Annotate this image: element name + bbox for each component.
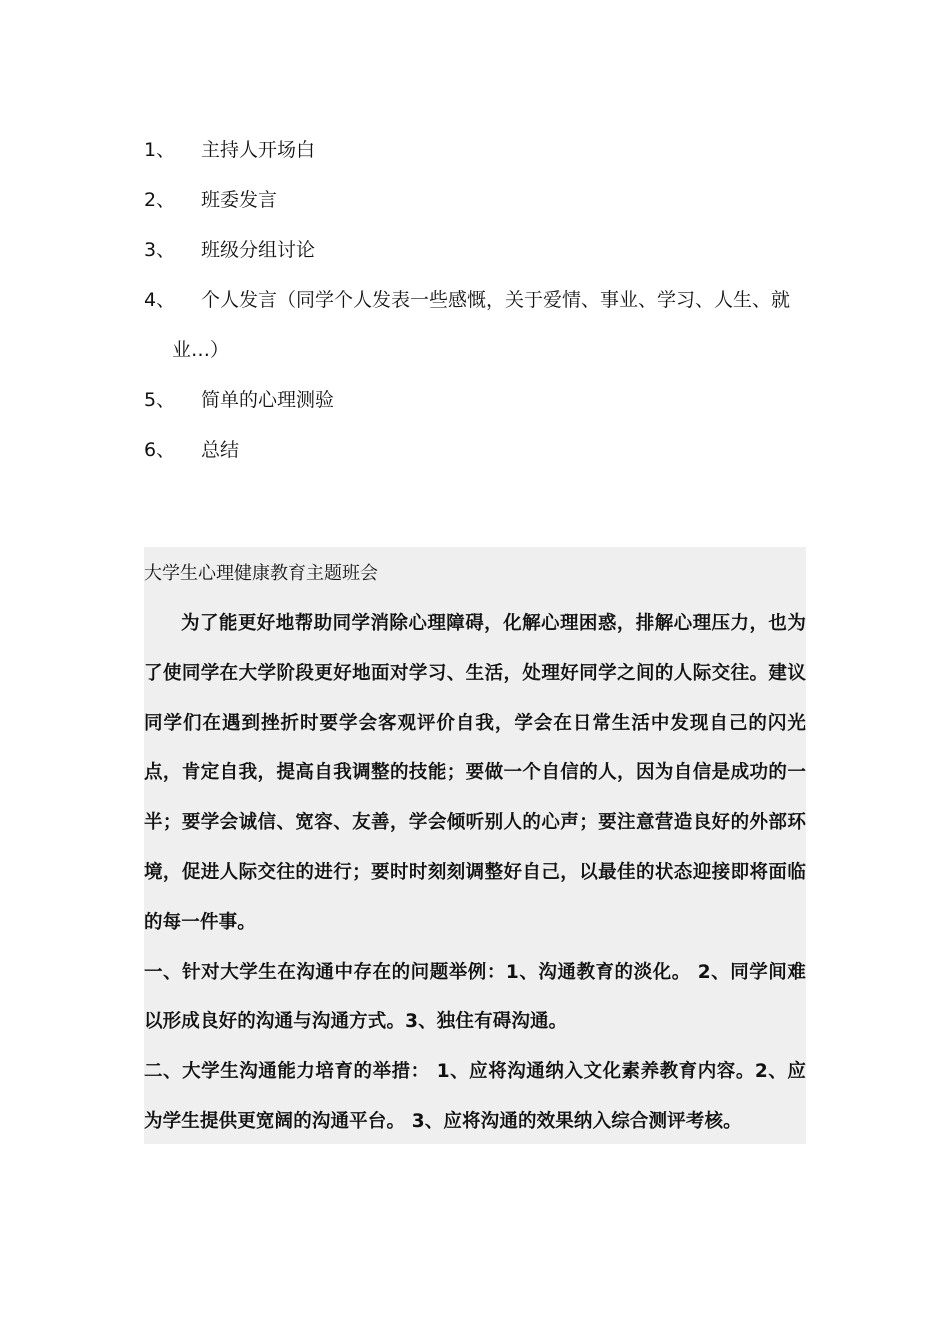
agenda-item-2 [144,175,809,225]
agenda-item-number: 3、 [144,239,176,261]
highlighted-section [144,547,806,1144]
agenda-item-number: 1、 [144,139,176,161]
agenda-item-text: 主持人开场白 [201,139,316,161]
agenda-item-number: 6、 [144,439,176,461]
agenda-item-text: 总结 [201,439,240,461]
agenda-item-text: 班级分组讨论 [201,239,316,261]
agenda-item-text: 个人发言（同学个人发表一些感慨，关于爱情、事业、学习、人生、就业…） [172,289,791,361]
section-body [144,599,806,1147]
agenda-item-number: 4、 [144,289,176,311]
agenda-item-1 [144,125,809,175]
agenda-item-text: 班委发言 [201,189,278,211]
agenda-item-4 [144,275,809,375]
section-title: 大学生心理健康教育主题班会 [144,563,378,584]
intro-paragraph: 为了能更好地帮助同学消除心理障碍，化解心理困惑，排解心理压力，也为了使同学在大学阶段更好地面对学习、生活，处理好同学之间的人际交往。建议同学们在遇到挫折时要学会客观评价自我，学会在日常生活中发现自己的闪光点，肯定自我，提高自我调整的技能；要做一个自信的人，因为自信是成功的一半；要学会诚信、宽容、友善，学会倾听别人的心声；要注意营造良好的外部环境，促进人际交往的进行；要时时刻刻调整好自己，以最佳的状态迎接即将面临的每一件事。 [144,613,806,933]
point-one-paragraph: 一、针对大学生在沟通中存在的问题举例：1、沟通教育的淡化。 2、同学间难以形成良好的沟通与沟通方式。3、独住有碍沟通。 [144,961,806,1033]
point-two-paragraph: 二、大学生沟通能力培育的举措： 1、应将沟通纳入文化素养教育内容。2、应为学生提供更宽阔的沟通平台。 3、应将沟通的效果纳入综合测评考核。 [144,1061,806,1132]
agenda-item-number: 2、 [144,189,176,211]
agenda-item-5 [144,375,809,425]
agenda-item-6 [144,425,809,475]
agenda-item-text: 简单的心理测验 [201,389,335,411]
agenda-item-3 [144,225,809,275]
agenda-list [144,125,809,475]
agenda-item-number: 5、 [144,389,176,411]
